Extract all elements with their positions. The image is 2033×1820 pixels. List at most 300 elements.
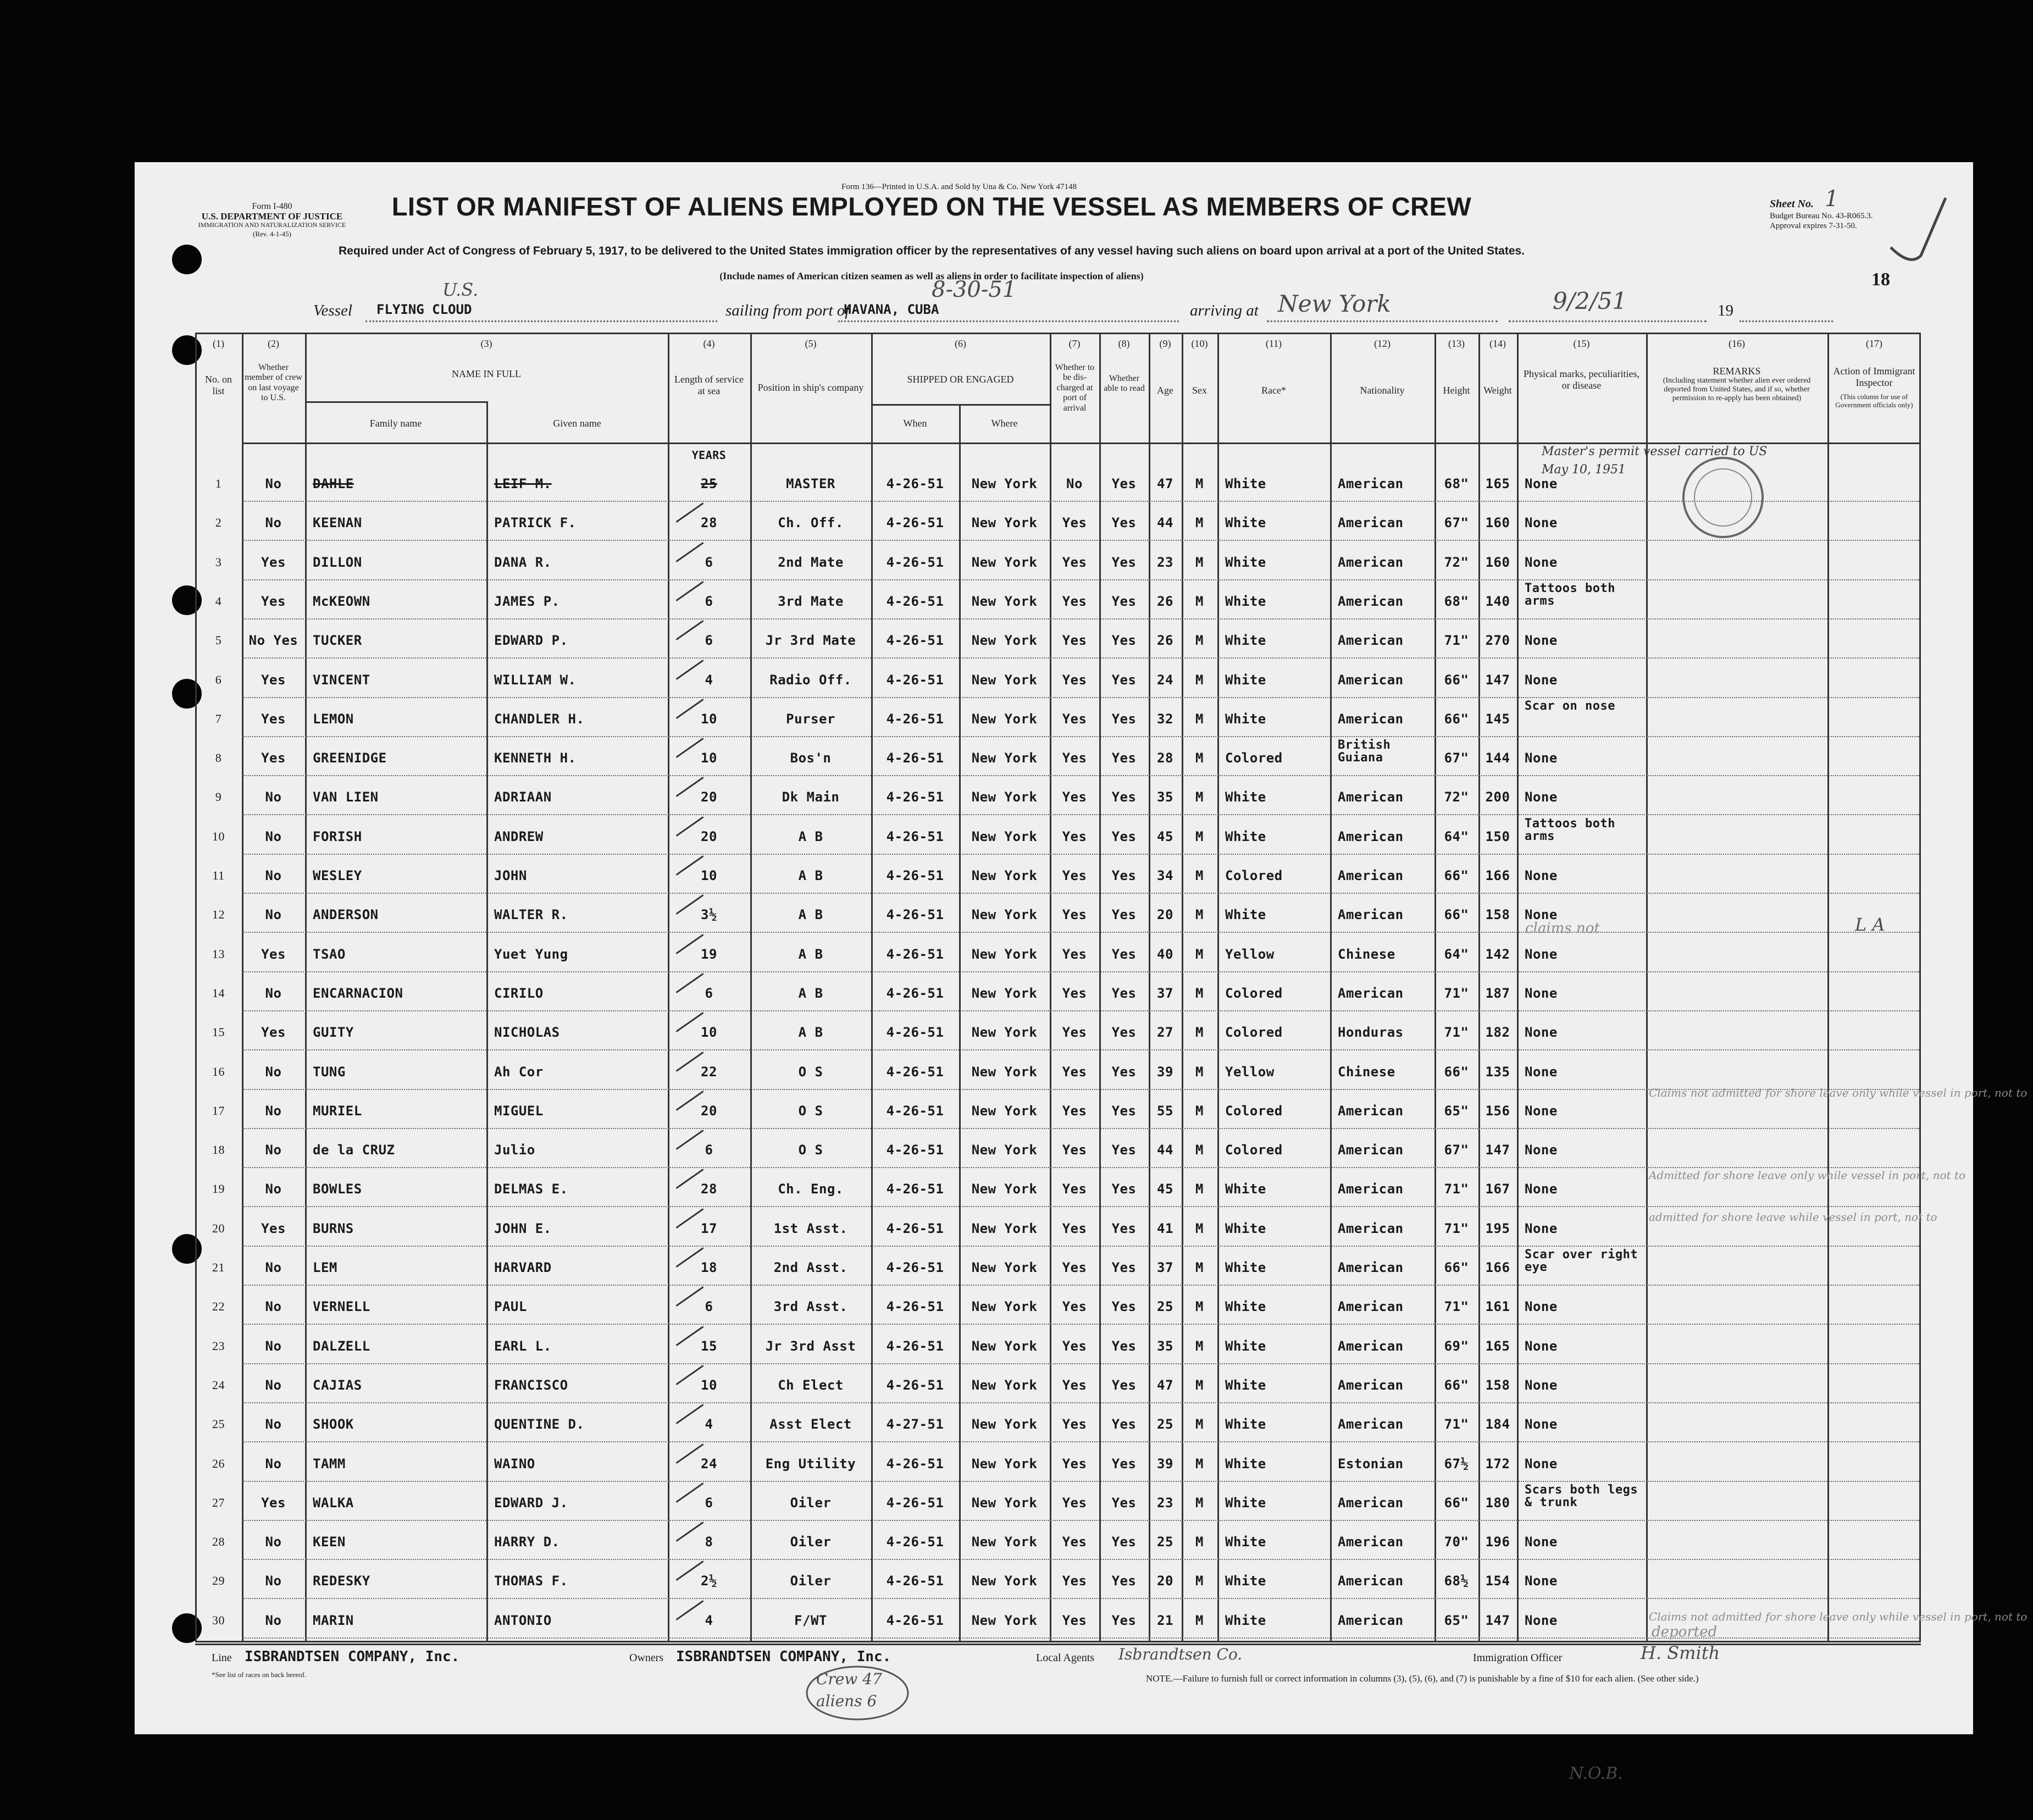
cell-when: 4-26-51 [886,711,944,727]
hdr-given-name: Given name [553,418,601,429]
cell-last: No Yes [248,633,298,649]
cell-los: 22 [701,1064,717,1080]
cell-n: 16 [212,1064,225,1078]
cell-los: 19 [701,946,717,962]
cell-sex: M [1195,633,1204,649]
cell-marks: None [1525,789,1558,805]
cell-n: 17 [212,1103,225,1118]
hdr-no-on-list: No. on list [205,374,232,396]
cell-n: 27 [212,1495,225,1509]
cell-dis: Yes [1062,711,1087,727]
cell-age: 32 [1157,711,1173,727]
cell-where: New York [971,868,1038,883]
cell-wt: 160 [1485,554,1510,570]
cell-given: JOHN [494,868,527,883]
table-row [195,1366,1921,1404]
cell-ht: 69" [1444,1338,1469,1354]
table-row [195,1013,1921,1052]
cell-sex: M [1195,907,1204,923]
cell-nat: American [1338,1299,1404,1315]
cell-where: New York [971,633,1038,649]
cell-ht: 70" [1444,1534,1469,1550]
sheet-number: 1 [1825,186,1839,212]
cell-given: JAMES P. [494,593,560,609]
hdr-family-name: Family name [369,418,422,429]
cell-n: 23 [212,1338,225,1353]
cell-dis: Yes [1062,633,1087,649]
cell-family: GUITY [313,1025,354,1041]
punch-hole [172,245,202,274]
hdr-shipped: SHIPPED OR ENGAGED [907,374,1014,385]
cell-age: 41 [1157,1220,1173,1236]
cell-nat: American [1338,1377,1404,1393]
cell-dis: Yes [1062,1495,1087,1511]
cell-n: 8 [215,751,222,765]
cell-race: White [1225,1534,1266,1550]
cell-sex: M [1195,750,1204,766]
cell-wt: 184 [1485,1417,1510,1432]
cell-race: White [1225,789,1266,805]
cell-sex: M [1195,1417,1204,1432]
cell-race: Colored [1225,750,1283,766]
cell-nat: American [1338,1534,1404,1550]
cell-los: 20 [701,789,717,805]
cell-ht: 72" [1444,554,1469,570]
cell-family: DILLON [313,554,362,570]
cell-read: Yes [1111,1495,1137,1511]
cell-marks: None [1525,1534,1558,1550]
cell-dis: Yes [1062,672,1087,688]
cell-where: New York [971,1299,1038,1315]
cell-where: New York [971,1573,1038,1589]
cell-age: 45 [1157,1181,1173,1197]
cell-pos: Oiler [790,1534,832,1550]
hdr-read: Whether able to read [1104,374,1145,394]
cell-race: Colored [1225,1142,1283,1158]
cell-wt: 135 [1485,1064,1510,1080]
hdr-when: When [903,418,927,429]
cell-nat: American [1338,985,1404,1001]
cell-sex: M [1195,1495,1204,1511]
cell-los: 6 [705,1495,713,1511]
cell-marks: Tattoos both arms [1525,582,1615,608]
cell-marks: None [1525,750,1558,766]
cell-when: 4-26-51 [886,1456,944,1472]
sailing-port: HAVANA, CUBA [844,302,939,317]
cell-marks: None [1525,515,1558,531]
cell-family: TUNG [313,1064,346,1080]
cell-pos: Ch. Eng. [778,1181,844,1197]
cell-n: 14 [212,986,225,1000]
page-title: LIST OR MANIFEST OF ALIENS EMPLOYED ON THE VESSEL AS MEMBERS OF CREW [391,192,1472,221]
cell-race: White [1225,476,1266,491]
cell-wt: 196 [1485,1534,1510,1550]
cell-los: 8 [705,1534,713,1550]
cell-read: Yes [1111,1260,1137,1275]
hdr-race: Race* [1261,385,1286,396]
cell-sex: M [1195,1260,1204,1275]
cell-wt: 195 [1485,1220,1510,1236]
cell-last: No [265,1612,282,1628]
port-underline [838,320,1179,322]
cell-given: WILLIAM W. [494,672,577,688]
cell-marks: None [1525,1103,1558,1119]
cell-nat: American [1338,1612,1404,1628]
cell-pos: A B [798,828,823,844]
cell-read: Yes [1111,1456,1137,1472]
cell-ht: 71" [1444,633,1469,649]
corner-number: 18 [1871,269,1890,290]
cell-sex: M [1195,789,1204,805]
cell-family: McKEOWN [313,593,370,609]
cell-pos: Jr 3rd Mate [765,633,856,649]
cell-ht: 67½ [1444,1456,1469,1472]
col-num-6: (6) [955,338,966,349]
cell-n: 11 [212,868,225,882]
cell-dis: Yes [1062,515,1087,531]
col-num-10: (10) [1191,338,1208,349]
cell-race: White [1225,1495,1266,1511]
cell-family: TAMM [313,1456,346,1472]
cell-wt: 140 [1485,593,1510,609]
cell-n: 12 [212,908,225,922]
cell-pos: O S [798,1103,823,1119]
cell-age: 55 [1157,1103,1173,1119]
cell-last: Yes [261,554,286,570]
cell-pos: O S [798,1064,823,1080]
table-row [195,700,1921,738]
cell-marks: None [1525,1064,1558,1080]
cell-age: 25 [1157,1299,1173,1315]
cell-marks: None [1525,985,1558,1001]
cell-race: Colored [1225,985,1283,1001]
cell-pos: Jr 3rd Asst [765,1338,856,1354]
cell-read: Yes [1111,476,1137,491]
cell-wt: 158 [1485,907,1510,923]
cell-when: 4-26-51 [886,1220,944,1236]
cell-sex: M [1195,828,1204,844]
cell-wt: 142 [1485,946,1510,962]
cell-where: New York [971,1417,1038,1432]
races-note: *See list of races on back hereof. [212,1670,307,1679]
cell-los: 10 [701,750,717,766]
cell-dis: Yes [1062,1573,1087,1589]
cell-family: DALZELL [313,1338,370,1354]
cell-dis: Yes [1062,1612,1087,1628]
cell-pos: Radio Off. [769,672,852,688]
cell-where: New York [971,1495,1038,1511]
cell-pos: A B [798,868,823,883]
cell-pos: A B [798,985,823,1001]
cell-age: 21 [1157,1612,1173,1628]
cell-dis: Yes [1062,593,1087,609]
cell-nat: Estonian [1338,1456,1404,1472]
cell-nat: Honduras [1338,1025,1404,1041]
cell-where: New York [971,515,1038,531]
col-num-1: (1) [213,338,224,349]
cell-wt: 147 [1485,1612,1510,1628]
manifest-sheet [135,162,2028,1783]
cell-n: 20 [212,1221,225,1235]
cell-pos: 3rd Asst. [773,1299,848,1315]
cell-age: 40 [1157,946,1173,962]
cell-read: Yes [1111,1025,1137,1041]
table-row [195,1562,1921,1600]
cell-dis: Yes [1062,1417,1087,1432]
cell-los: 4 [705,1612,713,1628]
cell-sex: M [1195,1534,1204,1550]
cell-where: New York [971,1220,1038,1236]
cell-age: 20 [1157,1573,1173,1589]
cell-sex: M [1195,476,1204,491]
cell-read: Yes [1111,985,1137,1001]
cell-age: 37 [1157,1260,1173,1275]
hdr-remarks: REMARKS [1713,366,1761,377]
cell-read: Yes [1111,1299,1137,1315]
cell-ht: 71" [1444,1220,1469,1236]
cell-nat: American [1338,1573,1404,1589]
col-num-11: (11) [1265,338,1282,349]
cell-nat: American [1338,907,1404,923]
cell-ht: 68" [1444,476,1469,491]
table-row [195,1327,1921,1365]
cell-dis: Yes [1062,868,1087,883]
cell-marks: Scar over right eye [1525,1248,1638,1275]
arriving-port: New York [1278,290,1391,317]
cell-pos: Bos'n [790,750,832,766]
cell-sex: M [1195,1025,1204,1041]
cell-ht: 72" [1444,789,1469,805]
cell-read: Yes [1111,1181,1137,1197]
cell-ht: 66" [1444,1064,1469,1080]
cell-last: No [265,1534,282,1550]
cell-when: 4-26-51 [886,515,944,531]
cell-ht: 71" [1444,985,1469,1001]
table-row [195,739,1921,777]
hdr-discharged: Whether to be dis-charged at port of arrival [1055,363,1095,413]
cell-age: 45 [1157,828,1173,844]
cell-sex: M [1195,1377,1204,1393]
cell-where: New York [971,1534,1038,1550]
cell-nat: American [1338,1103,1404,1119]
cell-family: de la CRUZ [313,1142,395,1158]
cell-ht: 71" [1444,1181,1469,1197]
cell-pos: Asst Elect [769,1417,852,1432]
cell-given: ADRIAAN [494,789,552,805]
cell-read: Yes [1111,515,1137,531]
cell-los: 28 [701,515,717,531]
cell-n: 5 [215,633,222,648]
hdr-nationality: Nationality [1360,385,1405,396]
note-row-30: N.O.B. [1569,1764,1623,1783]
cell-when: 4-26-51 [886,946,944,962]
cell-dis: Yes [1062,1025,1087,1041]
cell-pos: Purser [786,711,835,727]
cell-pos: Oiler [790,1495,832,1511]
cell-last: No [265,1299,282,1315]
col-num-7: (7) [1068,338,1081,349]
cell-given: DANA R. [494,554,552,570]
cell-when: 4-26-51 [886,1142,944,1158]
cell-where: New York [971,907,1038,923]
col-num-14: (14) [1489,338,1506,349]
cell-nat: American [1338,1181,1404,1197]
cell-sex: M [1195,1142,1204,1158]
cell-age: 23 [1157,1495,1173,1511]
cell-wt: 166 [1485,868,1510,883]
cell-read: Yes [1111,593,1137,609]
printer-line: Form 136—Printed in U.S.A. and Sold by Una & Co. New York 47148 [841,182,1077,191]
col-num-5: (5) [805,338,817,349]
cell-family: KEEN [313,1534,346,1550]
cell-family: VINCENT [313,672,370,688]
hdr-weight: Weight [1483,385,1512,396]
owners-value: ISBRANDTSEN COMPANY, Inc. [676,1648,891,1665]
cell-age: 47 [1157,476,1173,491]
cell-nat: American [1338,476,1404,491]
cell-given: Julio [494,1142,535,1158]
cell-los: 3½ [701,907,717,923]
cell-last: No [265,515,282,531]
cell-last: No [265,1142,282,1158]
cell-family: ANDERSON [313,907,379,923]
cell-nat: American [1338,672,1404,688]
cell-race: White [1225,1612,1266,1628]
cell-wt: 154 [1485,1573,1510,1589]
cell-last: No [265,1338,282,1354]
cell-los: 28 [701,1181,717,1197]
cell-family: MURIEL [313,1103,362,1119]
hdr-position: Position in ship's company [757,382,864,393]
cell-ht: 67" [1444,515,1469,531]
cell-pos: A B [798,907,823,923]
cell-nat: American [1338,1338,1404,1354]
cell-where: New York [971,750,1038,766]
cell-where: New York [971,1064,1038,1080]
fine-note: NOTE.—Failure to furnish full or correct information in columns (3), (5), (6), and (7) is punishable by a fine of $10 for each alien. (See other side.) [1146,1673,1699,1684]
cell-when: 4-26-51 [886,476,944,491]
cell-marks: None [1525,1377,1558,1393]
hand-circle-icon [802,1663,912,1723]
cell-marks: None [1525,1417,1558,1432]
cell-nat: British Guiana [1338,739,1391,765]
cell-pos: A B [798,1025,823,1041]
cell-pos: 2nd Mate [778,554,844,570]
cell-where: New York [971,985,1038,1001]
cell-marks: None [1525,633,1558,649]
cell-marks: None [1525,1181,1558,1197]
cell-sex: M [1195,1612,1204,1628]
cell-wt: 172 [1485,1456,1510,1472]
cell-los: 18 [701,1260,717,1275]
cell-age: 28 [1157,750,1173,766]
cell-wt: 161 [1485,1299,1510,1315]
table-row [195,935,1921,973]
cell-last: Yes [261,750,286,766]
vessel-label: Vessel [313,302,352,319]
crew-count-hand: Crew 47 [816,1670,882,1688]
cell-given: ANTONIO [494,1612,552,1628]
cell-wt: 144 [1485,750,1510,766]
cell-race: White [1225,1573,1266,1589]
cell-ht: 65" [1444,1103,1469,1119]
cell-n: 24 [212,1378,225,1392]
cell-los: 25 [701,476,717,491]
cell-nat: American [1338,1495,1404,1511]
cell-pos: Dk Main [782,789,840,805]
cell-marks: None [1525,1025,1558,1041]
cell-los: 15 [701,1338,717,1354]
cell-ht: 66" [1444,672,1469,688]
agents-value: Isbrandtsen Co. [1118,1645,1243,1663]
cell-given: HARRY D. [494,1534,560,1550]
officer-label: Immigration Officer [1473,1652,1563,1664]
remark-row-26-deported: deported [1652,1624,1718,1640]
table-row [195,1405,1921,1443]
col-num-8: (8) [1118,338,1130,349]
cell-race: White [1225,1377,1266,1393]
cell-race: Yellow [1225,946,1275,962]
table-row [195,543,1921,582]
cell-wt: 182 [1485,1025,1510,1041]
cell-age: 25 [1157,1417,1173,1432]
cell-wt: 187 [1485,985,1510,1001]
cell-marks: None [1525,868,1558,883]
cell-nat: American [1338,515,1404,531]
cell-dis: Yes [1062,554,1087,570]
hdr-remarks-note: (Including statement whether alien ever ordered deported from United States, and if so, whether permission to re-apply has been obtained) [1663,377,1811,403]
cell-last: No [265,1181,282,1197]
cell-read: Yes [1111,1377,1137,1393]
service: IMMIGRATION AND NATURALIZATION SERVICE [198,221,346,229]
cell-race: White [1225,1338,1266,1354]
line-label: Line [212,1652,232,1664]
cell-race: White [1225,711,1266,727]
cell-sex: M [1195,868,1204,883]
cell-n: 7 [215,711,222,726]
cell-family: CAJIAS [313,1377,362,1393]
cell-n: 1 [215,477,222,490]
cell-sex: M [1195,1456,1204,1472]
cell-sex: M [1195,593,1204,609]
table-row [195,582,1921,621]
cell-pos: 1st Asst. [773,1220,848,1236]
cell-race: White [1225,515,1266,531]
cell-dis: Yes [1062,1534,1087,1550]
cell-ht: 71" [1444,1025,1469,1041]
cell-last: No [265,1417,282,1432]
cell-nat: American [1338,1220,1404,1236]
cell-when: 4-26-51 [886,1260,944,1275]
cell-age: 35 [1157,789,1173,805]
cell-given: PAUL [494,1299,527,1315]
cell-marks: Scar on nose [1525,699,1615,713]
table-row [195,1445,1921,1483]
col-num-12: (12) [1374,338,1391,349]
cell-when: 4-26-51 [886,593,944,609]
remark-row-16: admitted for shore leave while vessel in port, not to [1649,1210,1937,1224]
cell-los: 10 [701,868,717,883]
cell-where: New York [971,1103,1038,1119]
cell-when: 4-26-51 [886,1338,944,1354]
cell-read: Yes [1111,750,1137,766]
cell-read: Yes [1111,868,1137,883]
cell-race: Colored [1225,868,1283,883]
cell-where: New York [971,789,1038,805]
cell-last: Yes [261,593,286,609]
cell-where: New York [971,593,1038,609]
col-num-15: (15) [1573,338,1590,349]
